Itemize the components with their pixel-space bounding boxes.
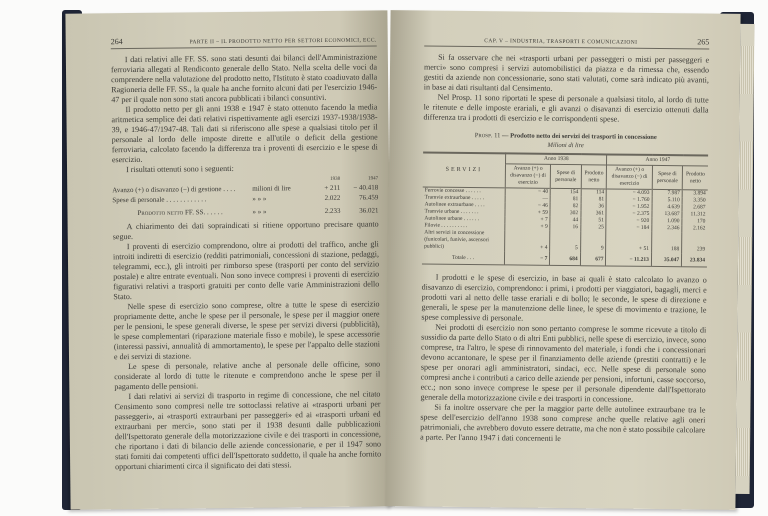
cell-s38: 154 (551, 188, 581, 196)
page-number: 264 (110, 37, 123, 47)
cell-p47: 239 (682, 232, 708, 253)
cell-a38: + 4 (505, 230, 551, 251)
table-subtitle: Milioni di lire (547, 141, 584, 150)
paragraph: I proventi di esercizio comprendono, oltre ai prodotti del traffico, anche gli introiti indiretti di esercizio (redditi patrimoniali, concessioni di stazione, pedaggi, telegrammi, ecc.), gli introiti per rimborso spese (trasporti per conto del servizio postale) e altre entrate eventuali. Non sono invece compresi i proventi di esercizio figurativi relativi a trasporti gratuiti per conto delle varie Amministrazioni dello Stato. (112, 239, 380, 302)
cell-a47: − 1.952 (607, 203, 652, 210)
paragraph: Si fa inoltre osservare che per la maggior parte delle autolinee extraurbane tra le spese dell'esercizio dell'anno 1938 sono comprese anche quelle relative agli oneri patrimoniali, che avrebbero dovuto essere detratte, ma che non è stato possibile calcolare a parte. Per l'anno 1947 i dati concernenti le (420, 402, 706, 443)
cell-a47: − 184 (606, 224, 651, 231)
cell-p47: 3.894 (682, 190, 707, 198)
paragraph: A chiarimento dei dati sopraindicati si ritiene opportuno precisare quanto segue. (112, 219, 379, 242)
cell-s38: 302 (550, 210, 580, 217)
paragraph: I dati relativi alle FF. SS. sono stati desunti dai bilanci dell'Amministrazione ferroviaria allegati al Rendiconto generale dello Stato. Nella scelta delle voci da comprendere nella valutazione del prodotto netto, l'Istituto è stato coadiuvato dalla Ragioneria delle FF. SS., la quale ha anche fornito alcuni dati per l'esercizio 1946-47 per il quale non sono stati ancora pubblicati i bilanci consuntivi. (110, 52, 378, 105)
cell-p47: 170 (682, 218, 707, 225)
paragraph: I dati relativi ai servizi di trasporto in regime di concessione, che nel citato Censimento sono compresi nelle tre sottoclassi relative ai «trasporti urbani per passeggeri», ai «trasporti extraurbani per passeggeri» ed ai «trasporti urbani ed extraurbani per merci», sono stati per il 1938 desunti dalle pubblicazioni dell'Ispettorato generale della motorizzazione civile e dei trasporti in concessione, che riportano i dati di bilancio delle aziende concessionarie, e per il 1947 sono stati forniti dai competenti uffici dell'Ispettorato suddetto, il quale ha anche fornito opportuni chiarimenti circa il significato dei dati stessi. (114, 389, 382, 472)
row-label: Tramvie urbane . . . . . . . (424, 208, 479, 216)
summary-table (112, 175, 378, 218)
cell-a47: − 2.375 (606, 210, 651, 217)
cell-s47: 4.639 (652, 204, 682, 211)
cell-p38: 25 (580, 224, 606, 231)
paragraph: Nel Prosp. 11 sono riportati le spese di personale a qualsiasi titolo, al lordo di tutte le ritenute e delle imposte erariali, e gli avanzi o disavanzi di esercizio ottenuti dalla differenza tra i prodotti di esercizio e le corrispondenti spese. (423, 92, 709, 124)
cell-a38: + 9 (505, 223, 550, 230)
cell-p38: 677 (580, 252, 606, 266)
cell-a47: + 51 (606, 231, 652, 252)
row-label: Ferrovie concesse . . . . . . (424, 187, 481, 195)
cell-a38: − 40 (505, 188, 550, 196)
body-text-top (423, 53, 709, 126)
row-label: Autolinee urbane . . . . . . (424, 215, 479, 223)
cell-p47: 23.834 (682, 253, 707, 267)
paragraph: Si fa osservare che nei «trasporti urbani per passeggeri o misti per passeggeri e merci» sono compresi i servizi automobilistici da piazza e da rimessa che, essendo gestiti da aziende non concessionarie, sono stati valutati, come sarà indicato più avanti, in base ai dati risultanti dal Censimento. (423, 52, 710, 93)
running-head: CAP. V – INDUSTRIA, TRASPORTI E COMUNICAZIONI (484, 38, 638, 46)
cell-p47: 2.687 (682, 204, 707, 211)
subcol-prodotto: Prodotto netto (581, 165, 607, 189)
subcol-prodotto: Prodotto netto (682, 166, 708, 190)
year-header: 1938 (330, 176, 341, 182)
cell-p38: 36 (581, 203, 607, 210)
left-page (65, 10, 392, 509)
body-text-bottom (420, 273, 707, 446)
cell-s38: 5 (550, 231, 580, 252)
row-label: Totale . . . (452, 254, 474, 262)
cell-p38: 114 (581, 189, 607, 197)
table-row (422, 230, 707, 254)
col-header-servizi: SERVIZI (445, 166, 483, 174)
row-label: Autolinee extraurbane . . . . (424, 201, 485, 209)
page-header (424, 35, 709, 50)
summary-row-total: Prodotto netto FF. SS. . . . . . » » » 2.233 36.021 (137, 206, 379, 217)
table-title: Prosp. 11 — Prodotto netto dei servizi dei trasporti in concessione (474, 132, 657, 141)
data-table (422, 152, 708, 268)
year-header: 1947 (368, 176, 379, 182)
subcol-spese: Spese di personale (551, 164, 582, 188)
cell-p47: 11.312 (682, 211, 707, 218)
cell-s38: 684 (550, 252, 580, 266)
summary-row: Spese di personale . . . . . . . . . . . . » » » 2.022 76.459 (112, 193, 379, 205)
cell-p38: 81 (581, 196, 607, 203)
cell-s38: 81 (550, 196, 580, 203)
cell-a47: − 4.093 (607, 189, 652, 197)
col-header-1947: Anno 1947 (607, 154, 708, 166)
cell-s47: 35.047 (651, 253, 681, 267)
col-header-1938: Anno 1938 (506, 153, 608, 165)
row-label: Filovie . . . . . . . . . . (424, 222, 468, 229)
table-total-row (422, 251, 707, 267)
cell-s38: 16 (550, 224, 580, 231)
subcol-spese: Spese di personale (652, 165, 683, 189)
paragraph: I prodotti e le spese di esercizio, in base ai quali è stato calcolato lo avanzo o disavanzo di esercizio, comprendono: i primi, i prodotti per viaggiatori, bagagli, merci e prodotti vari al netto delle tasse erariali e di bollo; le seconde, le spese di direzione e generali, le spese per la manutenzione delle linee, le spese di movimento e trazione, le spese complessive di personale. (421, 272, 707, 323)
row-label: Tramvie extraurbane . . . . . (424, 194, 485, 202)
cell-p38: 51 (581, 217, 607, 224)
cell-s47: 5.110 (652, 197, 682, 204)
cell-s47: 188 (651, 232, 681, 253)
cell-a38: + 59 (505, 209, 550, 216)
cell-s47: 13.687 (652, 211, 682, 218)
cell-s47: 1.090 (652, 218, 682, 225)
page-header (111, 34, 377, 49)
cell-a47: − 920 (606, 217, 651, 224)
cell-s38: 82 (550, 203, 580, 210)
body-text-top (111, 52, 378, 175)
cell-p38: 361 (581, 210, 607, 217)
cell-a38: − 46 (505, 202, 550, 209)
cell-a47: − 1.760 (607, 196, 652, 203)
paragraph: Nei prodotti di esercizio non sono pertanto comprese le somme ricevute a titolo di sussidio da parte dello Stato o di altri Enti pubblici, nelle spese di esercizio, invece, sono comprese, tra l'altro, le spese di rinnovamento del materiale, i fondi che i concessionari devono accantonare, le spese per il finanziamento delle aziende (prestiti contratti) e le spese per onorari agli amministratori, sindaci, ecc. Nelle spese di personale sono compresi anche i contributi a carico delle aziende per pensioni, infortuni, casse soccorso, ecc.; non sono invece comprese le spese per il personale dipendente dall'Ispettorato generale della motorizzazione civile e dei trasporti in concessione. (420, 322, 707, 404)
paragraph: Le spese di personale, relative anche al personale delle officine, sono considerate al lordo di tutte le ritenute e comprendono anche le spese per il pagamento delle pensioni. (114, 359, 381, 392)
cell-p38: 9 (580, 231, 606, 252)
right-page (385, 10, 740, 510)
cell-a38: — (505, 195, 550, 202)
body-text-bottom (113, 219, 382, 472)
running-head: PARTE II – IL PRODOTTO NETTO PER SETTORI ECONOMICI, ECC. (189, 37, 377, 46)
cell-a38: + 7 (505, 216, 550, 223)
cell-a38: − 7 (504, 251, 550, 265)
paragraph: Nelle spese di esercizio sono comprese, oltre a tutte le spese di esercizio propriamente dette, anche le spese per il personale, le spese per il maggior onere per le pensioni, le spese generali diverse, le spese per servizi diversi (pubblicità), le spese complementari (riparazione materiale fisso e mobile), le spese accessorie (interessi passivi, annualità di ammortamento), le spese per l'appalto delle stazioni e dei servizi di stazione. (113, 299, 380, 362)
page-number: 265 (697, 37, 710, 47)
paragraph: Il prodotto netto per gli anni 1938 e 1947 è stato ottenuto facendo la media aritmetica semplice dei dati relativi rispettivamente agli esercizi 1937-1938/1938-39, e 1946-47/1947-48. Tali dati si riferiscono alle spese a qualsiasi titolo per il personale al lordo delle imposte dirette e all'utile o deficit della gestione ferroviaria, calcolato facendo la differenza tra i proventi di esercizio e le spese di esercizio. (111, 102, 378, 165)
summary-row: Avanzo (+) o disavanzo (−) di gestione . . . . milioni di lire + 211 − 40.418 (112, 183, 379, 195)
cell-s47: 7.987 (652, 189, 682, 197)
paragraph: I risultati ottenuti sono i seguenti: (126, 163, 234, 175)
cell-p47: 2.162 (682, 225, 707, 232)
cell-a47: − 11.213 (606, 252, 652, 266)
cell-s38: 44 (550, 217, 580, 224)
cell-p47: 3.350 (682, 197, 707, 204)
subcol-avanzo: Avanzo (+) o disavanzo (−) di esercizio (505, 164, 551, 188)
cell-s47: 2.346 (652, 225, 682, 232)
subcol-avanzo: Avanzo (+) o disavanzo (−) di esercizio (607, 165, 653, 189)
row-label: Altri servizi in concessione (funicolari, funivie, ascensori pubblici) (424, 229, 490, 250)
